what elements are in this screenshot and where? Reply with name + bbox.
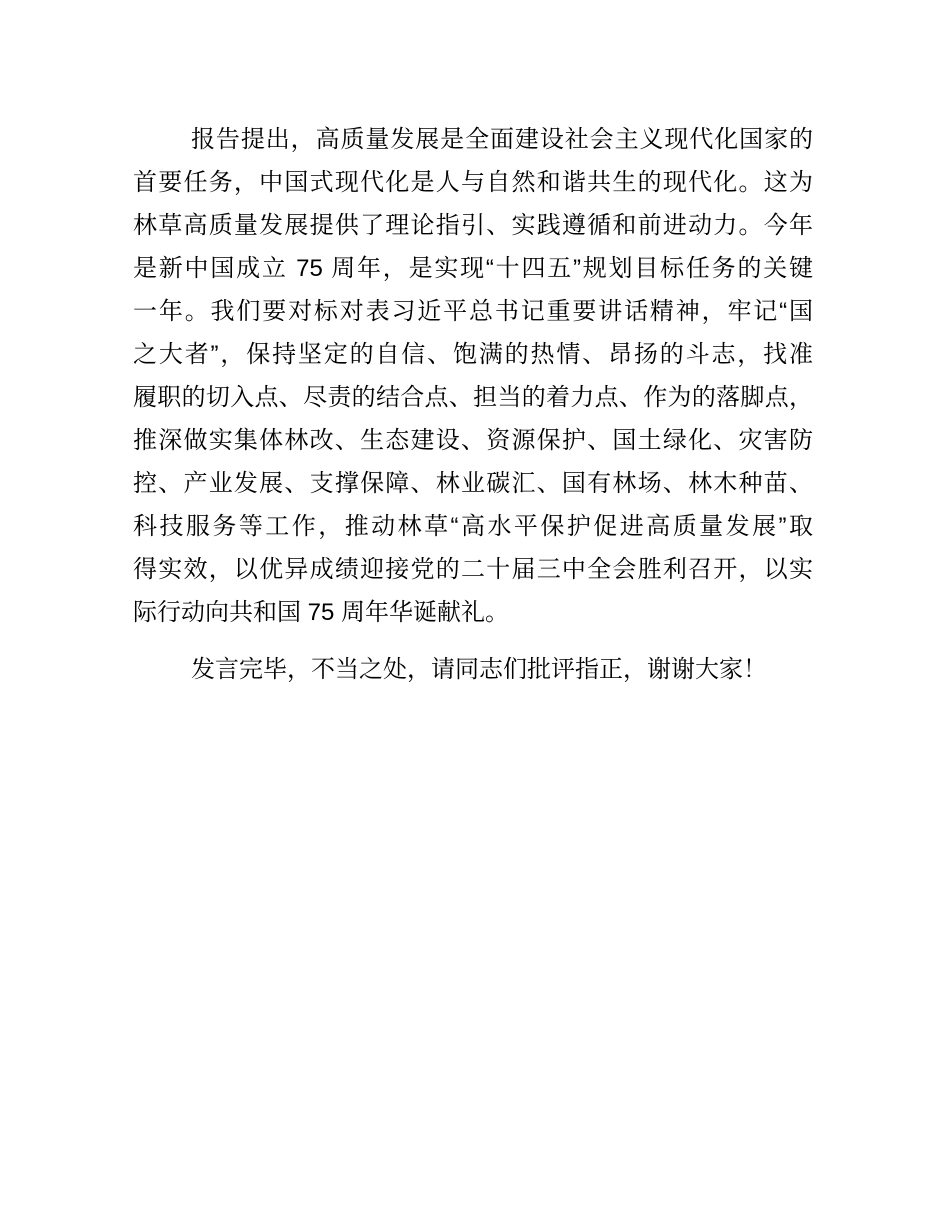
- text-line: 发言完毕，不当之处，请同志们批评指正，谢谢大家！: [191, 656, 767, 683]
- paragraph-report-remarks: [133, 118, 813, 634]
- document-text-block: [133, 118, 813, 691]
- text-line: 控、产业发展、支撑保障、林业碳汇、国有林场、林木种苗、: [133, 470, 813, 497]
- text-line: 科技服务等工作，推动林草“高水平保护促进高质量发展”取: [133, 513, 813, 540]
- text-line: 林草高质量发展提供了理论指引、实践遵循和前进动力。今年: [133, 212, 813, 239]
- text-line: 之大者”，保持坚定的自信、饱满的热情、昂扬的斗志，找准: [133, 341, 813, 368]
- text-line: 履职的切入点、尽责的结合点、担当的着力点、作为的落脚点，: [133, 384, 813, 411]
- text-line: 得实效，以优异成绩迎接党的二十届三中全会胜利召开，以实: [133, 556, 813, 583]
- text-line: 推深做实集体林改、生态建设、资源保护、国土绿化、灾害防: [133, 427, 813, 454]
- text-line: 是新中国成立 75 周年，是实现“十四五”规划目标任务的关键: [133, 255, 813, 282]
- text-line: 一年。我们要对标对表习近平总书记重要讲话精神，牢记“国: [133, 298, 813, 325]
- paragraph-closing-remarks: [133, 648, 813, 691]
- text-line: 际行动向共和国 75 周年华诞献礼。: [133, 599, 510, 626]
- text-line: 报告提出，高质量发展是全面建设社会主义现代化国家的: [191, 126, 813, 153]
- text-line: 首要任务，中国式现代化是人与自然和谐共生的现代化。这为: [133, 169, 813, 196]
